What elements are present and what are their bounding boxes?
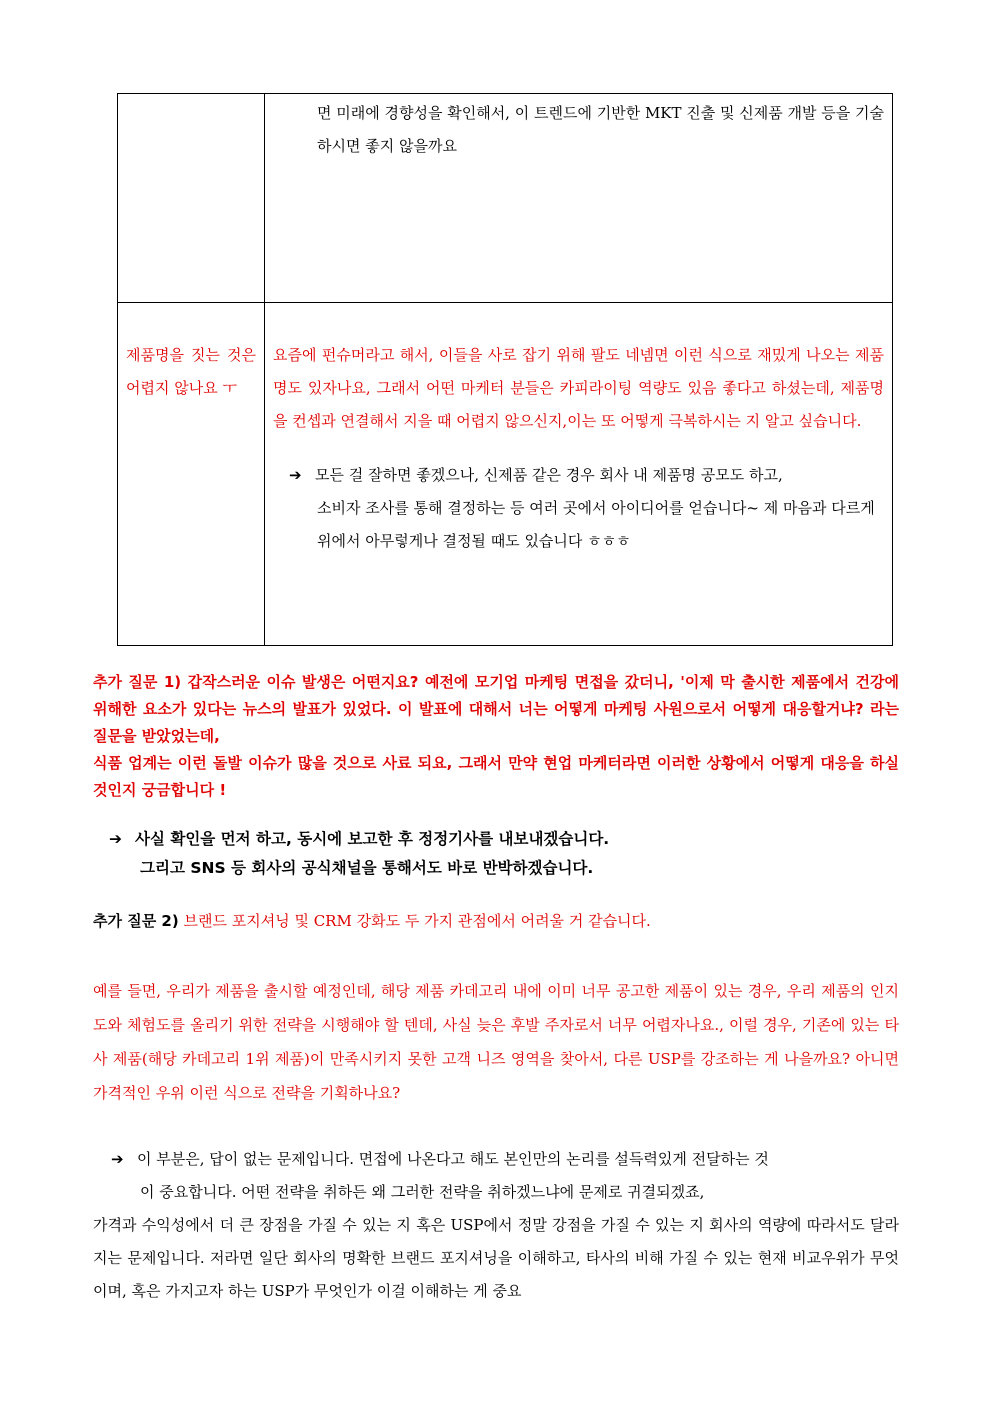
arrow-icon: ➔ bbox=[111, 1150, 124, 1168]
arrow-icon: ➔ bbox=[289, 466, 302, 484]
table-row bbox=[118, 303, 893, 646]
extra-question-1-text2: 식품 업계는 이런 돌발 이슈가 많을 것으로 사료 되요, 그래서 만약 현업 마케터라면 이러한 상황에서 어떻게 대응을 하실 것인지 궁금합니다 ! bbox=[93, 754, 899, 799]
answer-1 bbox=[93, 825, 899, 883]
qa-table bbox=[117, 93, 893, 646]
extra-question-1 bbox=[93, 669, 899, 804]
extra-question-1-text: 추가 질문 1) 갑작스러운 이슈 발생은 어떤지요? 예전에 모기업 마케팅 면접을 갔더니, '이제 막 출시한 제품에서 건강에 위해한 요소가 있다는 뉴스의 발표가 있었다. 이 발표에 대해서 너는 어떻게 마케팅 사원으로서 어떻게 대응할거냐? 라는 질문을 받았었는데, bbox=[93, 673, 899, 745]
question-title: 제품명을 짓는 것은 어렵지 않나요 ㅜ bbox=[126, 346, 256, 397]
answer-1-line1 bbox=[93, 825, 899, 854]
answer-2-line2: 이 중요합니다. 어떤 전략을 취하든 왜 그러한 전략을 취하겠느냐에 문제로 귀결되겠죠, bbox=[140, 1183, 705, 1201]
extra-question-2-text: 브랜드 포지셔닝 및 CRM 강화도 두 가지 관점에서 어려울 거 같습니다. bbox=[183, 912, 651, 930]
answer-2-line1-text: 이 부분은, 답이 없는 문제입니다. 면접에 나온다고 해도 본인만의 논리를 설득력있게 전달하는 것 bbox=[137, 1150, 769, 1168]
question-cell-empty bbox=[118, 94, 265, 303]
table-row bbox=[118, 94, 893, 303]
answer-2-line1 bbox=[93, 1143, 899, 1176]
answer-cell bbox=[265, 94, 893, 303]
answer-first-line bbox=[289, 459, 884, 492]
extra-question-2 bbox=[93, 906, 899, 936]
answer-1-line2: 그리고 SNS 등 회사의 공식채널을 통해서도 바로 반박하겠습니다. bbox=[140, 859, 594, 877]
arrow-icon: ➔ bbox=[109, 830, 122, 848]
extra-question-2-label: 추가 질문 2) bbox=[93, 912, 179, 930]
answer-2-paragraph: 가격과 수익성에서 더 큰 장점을 가질 수 있는 지 혹은 USP에서 정말 강점을 가질 수 있는 지 회사의 역량에 따라서도 달라지는 문제입니다. 저라면 일단 회사의 명확한 브랜드 포지셔닝을 이해하고, 타사의 비해 가질 수 있는 현재 비교우위가 무엇이며, 혹은 가지고자 하는 USP가 무엇인가 이걸 이해하는 게 중요 bbox=[93, 1216, 899, 1300]
question-cell bbox=[118, 303, 265, 646]
answer-first-text: 모든 걸 잘하면 좋겠으나, 신제품 같은 경우 회사 내 제품명 공모도 하고, bbox=[315, 466, 783, 484]
answer-rest: 소비자 조사를 통해 결정하는 등 여러 곳에서 아이디어를 얻습니다~ 제 마음과 다르게 위에서 아무렇게나 결정될 때도 있습니다 ㅎㅎㅎ bbox=[317, 499, 875, 550]
answer-1-line1-text: 사실 확인을 먼저 하고, 동시에 보고한 후 정정기사를 내보내겠습니다. bbox=[135, 830, 610, 848]
example-paragraph: 예를 들면, 우리가 제품을 출시할 예정인데, 해당 제품 카데고리 내에 이미 너무 공고한 제품이 있는 경우, 우리 제품의 인지도와 체험도를 올리기 위한 전략을 시행해야 할 텐데, 사실 늦은 후발 주자로서 너무 어렵자나요., 이럴 경우, 기존에 있는 타사 제품(해당 카데고리 1위 제품)이 만족시키지 못한 고객 니즈 영역을 찾아서, 다른 USP를 강조하는 게 나을까요? 아니면 가격적인 우위 이런 식으로 전략을 기획하나요? bbox=[93, 982, 899, 1102]
answer-continuation: 면 미래에 경향성을 확인해서, 이 트렌드에 기반한 MKT 진출 및 신제품 개발 등을 기술하시면 좋지 않을까요 bbox=[317, 104, 885, 155]
answer-2 bbox=[93, 1143, 899, 1308]
answer-cell bbox=[265, 303, 893, 646]
question-body: 요즘에 펀슈머라고 해서, 이들을 사로 잡기 위해 팔도 네넴면 이런 식으로 재밌게 나오는 제품명도 있자나요, 그래서 어떤 마케터 분들은 카피라이팅 역량도 있음 좋다고 하셨는데, 제품명을 컨셉과 연결해서 지을 때 어렵지 않으신지,이는 또 어떻게 극복하시는 지 알고 싶습니다. bbox=[273, 346, 884, 430]
answer-block bbox=[265, 438, 892, 558]
